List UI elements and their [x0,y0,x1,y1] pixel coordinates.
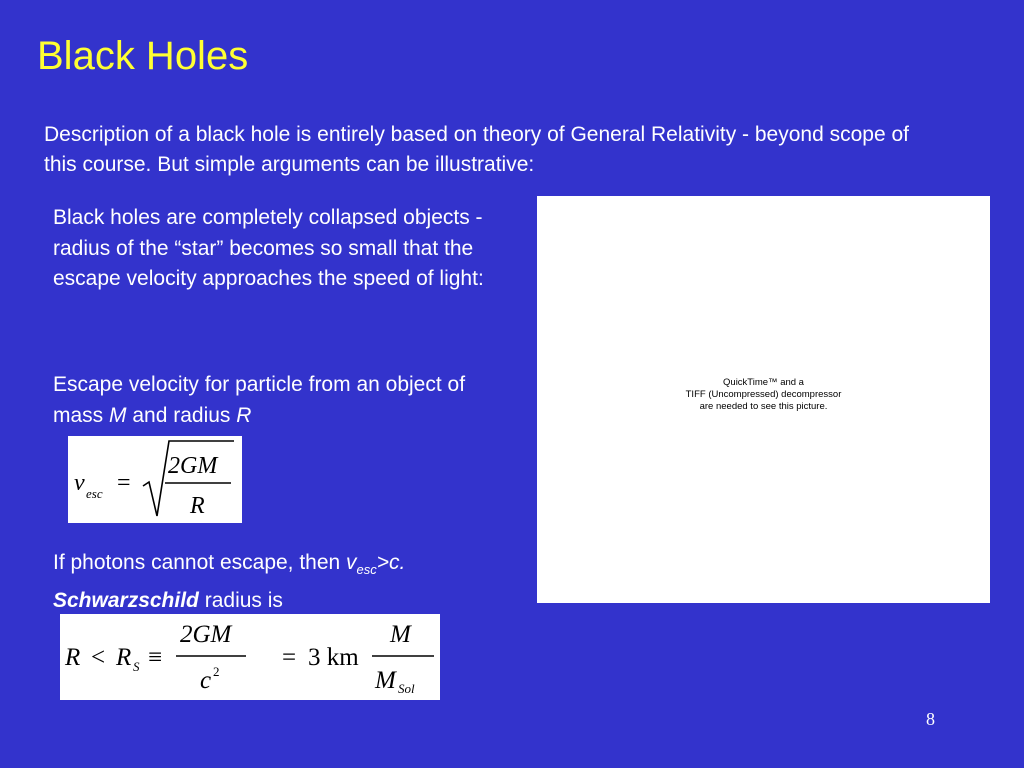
radius-variable: R [236,403,252,427]
s-subscript: S [133,659,140,674]
less-than: < [91,644,106,671]
denominator: R [190,493,205,519]
numerator-2: M [390,621,411,648]
text: If photons cannot escape, then [53,551,347,574]
placeholder-line-1: QuickTime™ and a [723,377,804,388]
escape-velocity-paragraph [53,370,493,431]
equals-sign: = [117,470,131,496]
text: radius is [198,588,283,612]
equals-sign: = [282,644,297,671]
placeholder-line-2: TIFF (Uncompressed) decompressor [685,389,842,400]
numerator: 2GM [168,453,218,479]
equation-svg [68,436,242,523]
placeholder-message [537,377,990,413]
numerator-1: 2GM [180,621,232,648]
r-symbol: R [65,644,81,671]
placeholder-line-3: are needed to see this picture. [699,401,828,412]
v-symbol: v [346,551,357,574]
sol-subscript: Sol [398,681,415,696]
denominator-1: c [200,667,212,694]
value-3km: 3 km [308,644,359,671]
gt-c: >c. [376,551,406,574]
rs-symbol: R [116,644,132,671]
equiv-sign: ≡ [148,644,163,671]
c-superscript: 2 [213,664,220,679]
esc-subscript: esc [356,562,377,578]
schwarzschild-term: Schwarzschild [53,588,199,612]
black-hole-definition: Black holes are completely collapsed objects - radius of the “star” becomes so small that the escape velocity approaches the speed of light: [53,206,484,290]
intro-paragraph: Description of a black hole is entirely based on theory of General Relativity - beyond scope of this course. But simple arguments can be illustrative: [44,123,909,176]
page-number: 8 [926,709,935,729]
text: Escape velocity for particle from an object of mass [53,373,466,427]
image-placeholder [537,196,990,603]
schwarzschild-paragraph [53,548,513,616]
escape-velocity-equation [68,436,242,523]
equation-svg [60,614,440,700]
mass-variable: M [109,403,127,427]
denominator-2: M [375,667,396,694]
schwarzschild-equation [60,614,440,700]
slide-title: Black Holes [37,34,249,78]
text: and radius [126,403,237,427]
v-symbol: v [74,470,85,496]
esc-subscript: esc [86,486,103,501]
